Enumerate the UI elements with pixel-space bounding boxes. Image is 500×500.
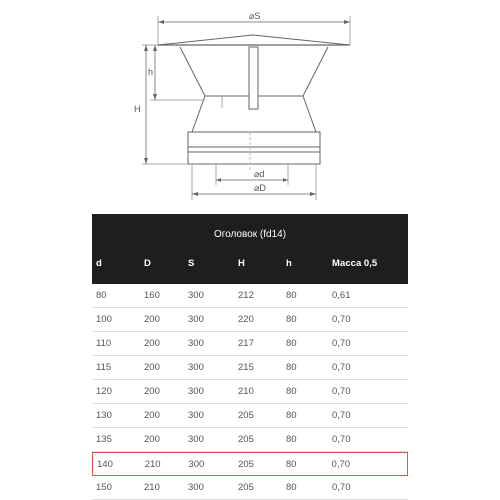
table-cell: 215 — [238, 362, 254, 373]
table-cell: 212 — [238, 290, 254, 301]
table-cell: 300 — [188, 458, 205, 470]
table-cell: 220 — [238, 314, 254, 325]
spec-table — [92, 214, 408, 500]
table-cell: 0,70 — [332, 314, 351, 325]
table-header-row — [92, 256, 408, 284]
table-cell: 135 — [96, 434, 112, 445]
column-header: D — [144, 258, 151, 269]
table-cell: 300 — [188, 434, 204, 445]
table-row — [92, 356, 408, 380]
table-cell: 205 — [238, 410, 254, 421]
table-cell: 200 — [144, 338, 160, 349]
table-row — [92, 428, 408, 452]
column-header: S — [188, 258, 195, 269]
table-cell: 80 — [286, 482, 297, 493]
table-cell: 0,70 — [332, 362, 351, 373]
table-cell: 205 — [238, 482, 254, 493]
label-d-large: ⌀D — [254, 183, 266, 193]
label-s: ⌀S — [249, 11, 261, 21]
column-header: h — [286, 258, 292, 269]
table-cell: 80 — [286, 290, 297, 301]
table-cell: 0,70 — [332, 434, 351, 445]
column-header: H — [238, 258, 245, 269]
table-cell: 0,70 — [331, 458, 351, 470]
table-cell: 300 — [188, 482, 204, 493]
table-cell: 300 — [188, 386, 204, 397]
table-cell: 210 — [144, 458, 161, 470]
table-cell: 140 — [97, 458, 113, 470]
table-cell: 205 — [238, 434, 254, 445]
table-cell: 0,70 — [332, 386, 351, 397]
table-cell: 300 — [188, 362, 204, 373]
table-cell: 120 — [96, 386, 112, 397]
table-cell: 200 — [144, 386, 160, 397]
table-cell: 130 — [96, 410, 112, 421]
table-cell: 80 — [96, 290, 107, 301]
table-cell: 100 — [96, 314, 112, 325]
table-row — [92, 404, 408, 428]
table-cell: 300 — [188, 290, 204, 301]
table-cell: 80 — [286, 410, 297, 421]
table-row — [92, 380, 408, 404]
table-cell: 80 — [286, 362, 297, 373]
table-cell: 0,70 — [332, 338, 351, 349]
table-cell: 200 — [144, 314, 160, 325]
table-cell: 110 — [96, 338, 112, 349]
table-cell: 80 — [285, 458, 297, 470]
label-h-small: h — [148, 67, 154, 77]
label-h-total: H — [134, 104, 141, 114]
table-cell: 80 — [286, 386, 297, 397]
table-row — [92, 308, 408, 332]
table-cell: 205 — [238, 458, 254, 470]
table-cell: 200 — [144, 362, 160, 373]
table-cell: 0,70 — [332, 410, 351, 421]
chimney-cap-drawing — [0, 0, 500, 215]
table-cell: 150 — [96, 482, 112, 493]
table-cell: 200 — [144, 410, 160, 421]
column-header: Масса 0,5 — [332, 258, 378, 269]
table-cell: 160 — [144, 290, 160, 301]
table-cell: 210 — [144, 482, 160, 493]
label-d-small: ⌀d — [254, 169, 265, 179]
table-row-highlighted — [92, 452, 408, 476]
table-cell: 300 — [188, 314, 204, 325]
table-cell: 115 — [96, 362, 112, 373]
table-cell: 80 — [286, 314, 297, 325]
table-body — [92, 284, 408, 500]
column-header: d — [96, 258, 102, 269]
table-cell: 0,70 — [332, 482, 351, 493]
table-cell: 0,61 — [332, 290, 351, 301]
table-cell: 210 — [238, 386, 254, 397]
table-cell: 217 — [238, 338, 254, 349]
table-row — [92, 476, 408, 500]
table-cell: 300 — [188, 410, 204, 421]
table-cell: 80 — [286, 338, 297, 349]
table-cell: 300 — [188, 338, 204, 349]
table-caption: Оголовок (fd14) — [92, 214, 408, 256]
table-row — [92, 284, 408, 308]
table-row — [92, 332, 408, 356]
table-cell: 200 — [144, 434, 160, 445]
table-cell: 80 — [286, 434, 297, 445]
